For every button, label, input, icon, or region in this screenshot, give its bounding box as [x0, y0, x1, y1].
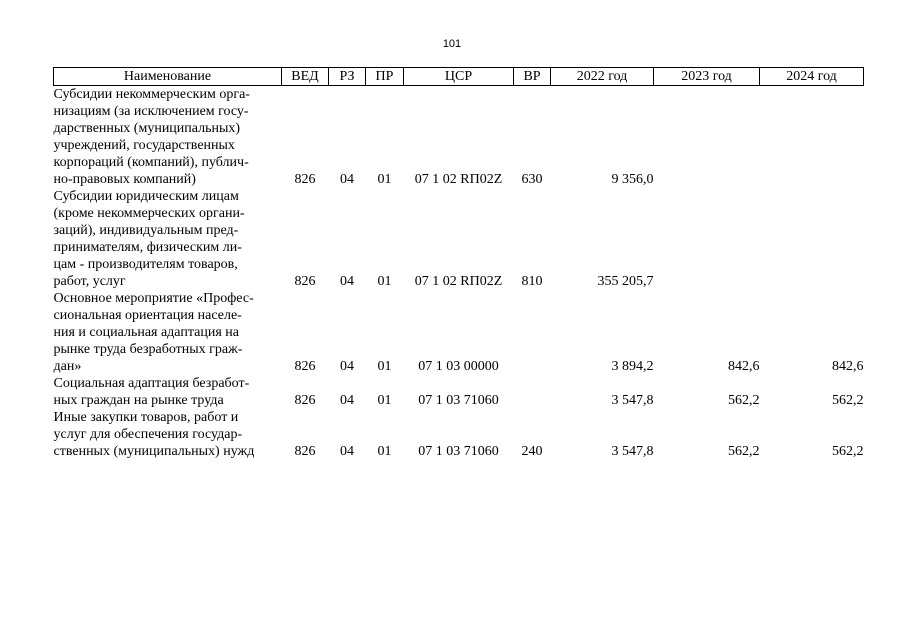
table-row [54, 290, 864, 375]
cell-ved: 826 [294, 274, 316, 289]
name-line: услуг для обеспечения государ- [53, 427, 243, 442]
header-vr: ВР [514, 68, 551, 86]
header-row [54, 68, 864, 86]
cell-2024 [760, 86, 864, 189]
cell-ved: 826 [294, 393, 316, 408]
cell-2023: 562,2 [728, 444, 760, 459]
cell-csr: 07 1 02 RП02Z [414, 274, 503, 289]
cell-vr: 630 [521, 172, 543, 187]
cell-2022: 3 547,8 [611, 393, 654, 408]
table-row [54, 188, 864, 290]
cell-2022: 355 205,7 [597, 274, 654, 289]
cell-2024: 562,2 [832, 444, 864, 459]
cell-vr: 810 [521, 274, 543, 289]
cell-ved: 826 [294, 444, 316, 459]
cell-vr: 240 [521, 444, 543, 459]
name-line: рынке труда безработных граж- [53, 342, 243, 357]
header-ved: ВЕД [282, 68, 329, 86]
cell-csr: 07 1 03 71060 [418, 444, 499, 459]
cell-ved: 826 [294, 359, 316, 374]
header-csr: ЦСР [404, 68, 514, 86]
name-line: корпораций (компаний), публич- [53, 155, 249, 170]
cell-ved: 826 [294, 172, 316, 187]
name-line: ния и социальная адаптация на [53, 325, 239, 340]
table-row [54, 86, 864, 189]
row-name [54, 375, 282, 409]
budget-table [53, 67, 864, 460]
cell-pr: 01 [377, 359, 392, 374]
table-row [54, 375, 864, 409]
name-line: но-правовых компаний) [53, 172, 196, 187]
header-rz: РЗ [329, 68, 366, 86]
cell-pr: 01 [377, 444, 392, 459]
name-line: учреждений, государственных [53, 138, 235, 153]
name-line: дан» [53, 359, 82, 374]
cell-rz: 04 [340, 393, 354, 408]
header-2023: 2023 год [654, 68, 760, 86]
row-name [54, 188, 282, 290]
cell-rz: 04 [340, 444, 354, 459]
header-2022: 2022 год [551, 68, 654, 86]
cell-2024: 842,6 [832, 359, 864, 374]
name-line: работ, услуг [53, 274, 126, 289]
row-name [54, 409, 282, 460]
name-line: ных граждан на рынке труда [53, 393, 224, 408]
page-number: 101 [442, 38, 462, 50]
cell-csr: 07 1 03 00000 [418, 359, 499, 374]
cell-2024: 562,2 [832, 393, 864, 408]
cell-vr [514, 375, 551, 409]
cell-pr: 01 [377, 393, 392, 408]
header-pr: ПР [366, 68, 404, 86]
cell-rz: 04 [340, 359, 354, 374]
name-line: Субсидии некоммерческим орга- [53, 87, 250, 102]
cell-2023: 842,6 [728, 359, 760, 374]
name-line: Иные закупки товаров, работ и [53, 410, 239, 425]
cell-pr: 01 [377, 172, 392, 187]
name-line: Основное мероприятие «Профес- [53, 291, 254, 306]
cell-rz: 04 [340, 274, 354, 289]
cell-2023 [654, 86, 760, 189]
row-name [54, 86, 282, 189]
name-line: заций), индивидуальным пред- [53, 223, 239, 238]
cell-2022: 3 894,2 [611, 359, 654, 374]
cell-vr [514, 290, 551, 375]
name-line: цам - производителям товаров, [53, 257, 238, 272]
cell-2024 [760, 188, 864, 290]
name-line: Субсидии юридическим лицам [53, 189, 239, 204]
row-name [54, 290, 282, 375]
cell-csr: 07 1 03 71060 [418, 393, 499, 408]
name-line: (кроме некоммерческих органи- [53, 206, 245, 221]
cell-csr: 07 1 02 RП02Z [414, 172, 503, 187]
name-line: Социальная адаптация безработ- [53, 376, 250, 391]
name-line: сиональная ориентация населе- [53, 308, 242, 323]
name-line: дарственных (муниципальных) [53, 121, 241, 136]
header-name: Наименование [54, 68, 282, 86]
cell-2022: 9 356,0 [611, 172, 654, 187]
cell-2023: 562,2 [728, 393, 760, 408]
table-row [54, 409, 864, 460]
name-line: низациям (за исключением госу- [53, 104, 249, 119]
cell-pr: 01 [377, 274, 392, 289]
name-line: ственных (муниципальных) нужд [53, 444, 255, 459]
cell-2022: 3 547,8 [611, 444, 654, 459]
cell-2023 [654, 188, 760, 290]
name-line: принимателям, физическим ли- [53, 240, 242, 255]
header-2024: 2024 год [760, 68, 864, 86]
cell-rz: 04 [340, 172, 354, 187]
